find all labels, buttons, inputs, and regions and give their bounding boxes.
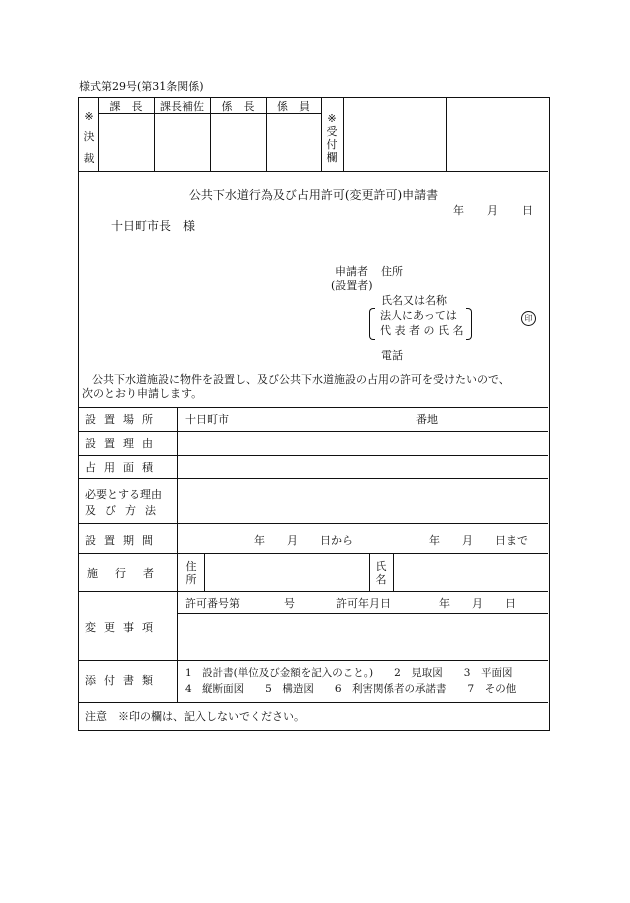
divider [446, 98, 447, 171]
row-label-reason: 設置理由 [85, 437, 161, 450]
divider [79, 478, 548, 479]
row-label-period: 設置期間 [85, 534, 161, 547]
row-label-attachments: 添付書類 [85, 674, 161, 687]
location-city: 十日町市 [185, 413, 229, 426]
form-title: 公共下水道行為及び占用許可(変更許可)申請書 [188, 188, 439, 202]
applicant-sub-label: (設置者) [331, 279, 373, 292]
form-number-label: 様式第29号(第31条関係) [79, 80, 204, 93]
location-banchi: 番地 [416, 413, 438, 426]
divider [79, 591, 548, 592]
statement-line-1: 公共下水道施設に物件を設置し、及び公共下水道施設の占用の許可を受けたいので、 [92, 373, 510, 386]
note: 注意 ※印の欄は、記入しないでください。 [85, 710, 305, 723]
kessai-label: 決裁 [83, 130, 95, 165]
row-label-change: 変更事項 [85, 621, 161, 634]
permit-number: 許可番号第 号 [185, 597, 295, 610]
addressee: 十日町市長 様 [111, 219, 196, 233]
applicant-address-label: 住所 [381, 265, 403, 278]
statement-line-2: 次のとおり申請します。 [82, 387, 203, 400]
contractor-address-label: 住所 [185, 560, 197, 586]
header-kacho: 課 長 [109, 100, 143, 113]
uketsuke-mark: ※ [327, 112, 337, 125]
period-from: 年 月 日から [254, 534, 353, 547]
row-label-location: 設置場所 [85, 413, 161, 426]
row-label-area: 占用面積 [85, 461, 161, 474]
row-label-method-2: 及び方法 [85, 504, 165, 517]
header-kakaricho: 係 長 [221, 100, 255, 113]
kessai-mark: ※ [84, 110, 94, 123]
divider [79, 455, 548, 456]
period-to: 年 月 日まで [429, 534, 528, 547]
divider [343, 98, 344, 171]
divider [79, 660, 548, 661]
divider [79, 171, 548, 172]
date-year: 年 [453, 204, 464, 217]
applicant-label: 申請者 [335, 265, 368, 278]
divider [98, 113, 321, 114]
corporation-note-1: 法人にあっては [380, 309, 457, 322]
divider [79, 431, 548, 432]
divider [321, 98, 322, 171]
bracket-right [466, 308, 472, 340]
corporation-note-2: 代 表 者 の 氏 名 [380, 324, 464, 337]
permit-date-ymd: 年 月 日 [439, 597, 516, 610]
divider [393, 553, 394, 591]
divider [369, 553, 370, 591]
header-kacho-hosa: 課長補佐 [160, 100, 204, 113]
divider [177, 407, 178, 702]
date-day: 日 [522, 204, 533, 217]
date-month: 月 [487, 204, 498, 217]
application-form [78, 97, 550, 731]
divider [79, 702, 548, 703]
bracket-left [369, 308, 375, 340]
uketsuke-label: 受付欄 [326, 125, 338, 164]
attachments-line-2: 4 縦断面図 5 構造図 6 利害関係者の承諾書 7 その他 [185, 683, 517, 695]
permit-date-label: 許可年月日 [336, 597, 391, 610]
applicant-name-label: 氏名又は名称 [381, 294, 447, 307]
row-label-method-1: 必要とする理由 [85, 488, 162, 501]
divider [177, 613, 548, 614]
divider [204, 553, 205, 591]
row-label-contractor: 施行者 [87, 567, 171, 580]
seal-mark: 印 [521, 311, 536, 326]
divider [79, 523, 548, 524]
contractor-name-label: 氏名 [375, 560, 387, 586]
applicant-phone-label: 電話 [381, 349, 403, 362]
divider [79, 553, 548, 554]
attachments-line-1: 1 設計書(単位及び金額を記入のこと。) 2 見取図 3 平面図 [185, 667, 513, 679]
header-kakariin: 係 員 [277, 100, 310, 113]
divider [79, 407, 548, 408]
